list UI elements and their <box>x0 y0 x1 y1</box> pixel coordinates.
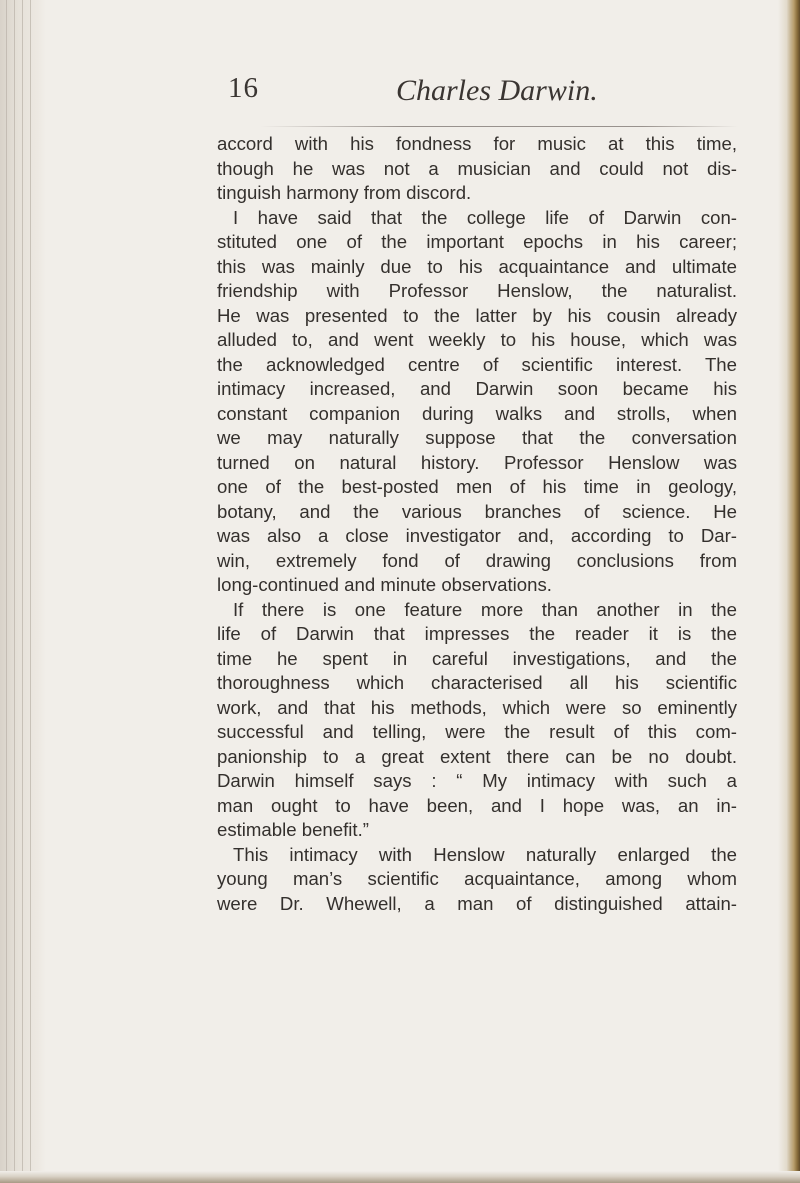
text-line: intimacy increased, and Darwin soon became his <box>217 378 737 399</box>
text-line: stituted one of the important epochs in his career; <box>217 231 737 252</box>
page-header <box>0 64 800 114</box>
page-edge-shadow <box>778 0 786 1183</box>
text-line: young man’s scientific acquaintance, among whom <box>217 868 737 889</box>
text-line: tinguish harmony from discord. <box>217 182 472 203</box>
text-line: I have said that the college life of Darwin con- <box>233 206 737 228</box>
text-line: thoroughness which characterised all his scientific <box>217 672 737 693</box>
text-line: constant companion during walks and strolls, when <box>217 402 737 424</box>
page-number: 16 <box>228 72 259 104</box>
text-line: was also a close investigator and, according to Dar- <box>217 525 737 546</box>
text-line: If there is one feature more than another in the <box>233 598 737 620</box>
text-line: though he was not a musician and could not dis- <box>217 157 737 179</box>
text-line: man ought to have been, and I hope was, an in- <box>217 794 737 816</box>
text-line: friendship with Professor Henslow, the naturalist. <box>217 280 737 301</box>
text-line: panionship to a great extent there can be no doubt. <box>217 745 737 767</box>
text-line: win, extremely fond of drawing conclusions from <box>217 549 737 571</box>
text-line: accord with his fondness for music at this time, <box>217 133 737 154</box>
text-line: life of Darwin that impresses the reader it is the <box>217 623 737 644</box>
binding-gutter <box>0 0 46 1183</box>
text-line: alluded to, and went weekly to his house, which was <box>217 329 737 350</box>
text-line: this was mainly due to his acquaintance and ultimate <box>217 255 737 277</box>
bottom-page-edge <box>0 1171 800 1183</box>
page-edges <box>786 0 800 1183</box>
gutter-line <box>6 0 7 1183</box>
text-line: Darwin himself says : “ My intimacy with such a <box>217 770 737 791</box>
text-line: time he spent in careful investigations, and the <box>217 647 737 669</box>
text-line: the acknowledged centre of scientific interest. The <box>217 353 737 375</box>
text-line: successful and telling, were the result of this com- <box>217 721 737 742</box>
running-title: Charles Darwin. <box>396 74 598 107</box>
text-line: estimable benefit.” <box>217 819 369 840</box>
gutter-line <box>30 0 31 1183</box>
gutter-line <box>14 0 15 1183</box>
text-line: He was presented to the latter by his cousin already <box>217 304 737 326</box>
text-line: we may naturally suppose that the conversation <box>217 427 737 448</box>
header-rule <box>260 126 738 127</box>
gutter-line <box>22 0 23 1183</box>
text-line: one of the best-posted men of his time in geology, <box>217 476 737 497</box>
text-line: work, and that his methods, which were so eminently <box>217 696 737 718</box>
text-line: long-continued and minute observations. <box>217 574 552 595</box>
text-line: This intimacy with Henslow naturally enlarged the <box>233 843 737 865</box>
text-line: were Dr. Whewell, a man of distinguished attain- <box>217 892 737 914</box>
body-text <box>217 132 737 916</box>
text-line: botany, and the various branches of science. He <box>217 500 737 522</box>
text-line: turned on natural history. Professor Henslow was <box>217 451 737 473</box>
